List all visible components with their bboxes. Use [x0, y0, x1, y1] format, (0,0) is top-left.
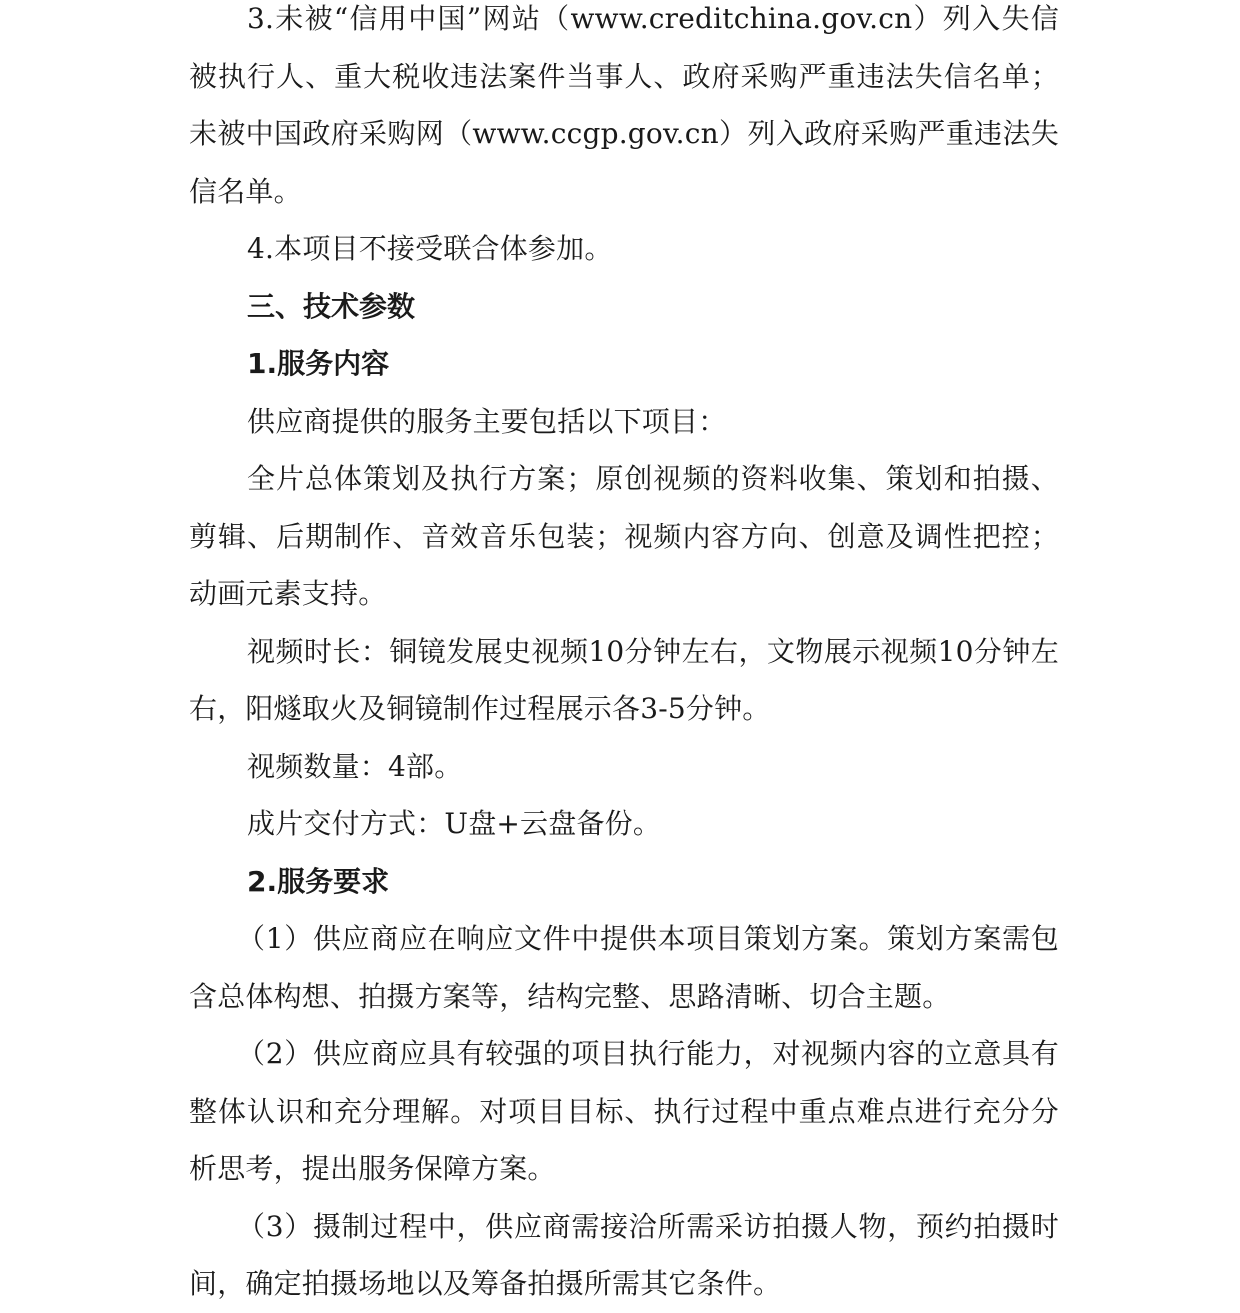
- delivery-method: 成片交付方式：U盘+云盘备份。: [247, 807, 662, 840]
- requirement-2: （2）供应商应具有较强的项目执行能力，对视频内容的立意具有整体认识和充分理解。对项目目标、执行过程中重点难点进行充分分析思考，提出服务保障方案。: [189, 1037, 1059, 1185]
- service-scope: 全片总体策划及执行方案；原创视频的资料收集、策划和拍摄、剪辑、后期制作、音效音乐包装；视频内容方向、创意及调性把控；动画元素支持。: [189, 462, 1059, 610]
- requirement-3: （3）摄制过程中，供应商需接洽所需采访拍摄人物，预约拍摄时间，确定拍摄场地以及筹备拍摄所需其它条件。: [189, 1209, 1059, 1300]
- subheading-service-requirements: 2.服务要求: [247, 864, 390, 898]
- video-duration: 视频时长：铜镜发展史视频10分钟左右，文物展示视频10分钟左右，阳燧取火及铜镜制作过程展示各3-5分钟。: [189, 634, 1059, 725]
- document-page: [189, 0, 1059, 1313]
- eligibility-item-4: 4.本项目不接受联合体参加。: [247, 232, 613, 265]
- section-heading-technical-params: 三、技术参数: [247, 289, 416, 323]
- service-intro: 供应商提供的服务主要包括以下项目：: [247, 404, 727, 438]
- subheading-service-content: 1.服务内容: [247, 347, 390, 380]
- video-quantity: 视频数量：4部。: [247, 749, 463, 783]
- requirement-1: （1）供应商应在响应文件中提供本项目策划方案。策划方案需包含总体构想、拍摄方案等，结构完整、思路清晰、切合主题。: [189, 922, 1059, 1013]
- eligibility-item-3: 3.未被“信用中国”网站（www.creditchina.gov.cn）列入失信被执行人、重大税收违法案件当事人、政府采购严重违法失信名单；未被中国政府采购网（www.ccgp.gov.cn）列入政府采购严重违法失信名单。: [189, 2, 1059, 208]
